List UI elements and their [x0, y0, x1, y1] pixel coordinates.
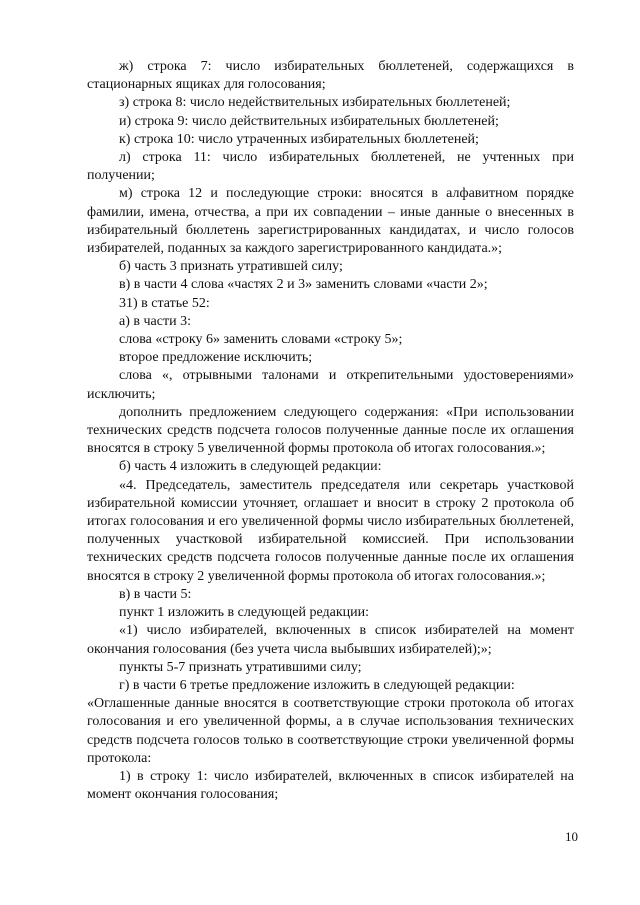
paragraph-part3-repeal: б) часть 3 признать утратившей силу; — [119, 259, 343, 275]
paragraph-part5: в) в части 5: — [119, 586, 192, 602]
page-number: 10 — [565, 829, 578, 844]
paragraph-exclude-words: слова «, отрывными талонами и открепительными удостоверениями» исключить; — [87, 368, 574, 402]
paragraph-item-zh: ж) строка 7: число избирательных бюллетеней, содержащихся в стационарных ящиках для голосования; — [87, 59, 574, 93]
paragraph-item-l: л) строка 11: число избирательных бюллетеней, не учтенных при получении; — [87, 150, 574, 184]
paragraph-part6: г) в части 6 третье предложение изложить в следующей редакции: — [119, 677, 515, 693]
paragraph-quote-part4: «4. Председатель, заместитель председателя или секретарь участковой избирательной комиссии уточняет, оглашает и вносит в строку 2 протокола об итогах голосования и его увеличенной формы число избирательных бюллетеней, полученных участковой избирательной комиссией. При использовании технических средств подсчета голосов полученные данные после их оглашения вносятся в строку 2 увеличенной формы протокола об итогах голосования.»; — [87, 477, 574, 584]
paragraph-article52: 31) в статье 52: — [119, 295, 210, 311]
paragraph-quote-part6: «Оглашенные данные вносятся в соответствующие строки протокола об итогах голосования и его увеличенной формы, а в случае использования технических средств подсчета голосов только в соответствующие строки увеличенной формы протокола: — [87, 696, 574, 766]
paragraph-part3: а) в части 3: — [119, 313, 191, 329]
paragraph-item-k: к) строка 10: число утраченных избирательных бюллетеней; — [119, 131, 479, 147]
document-body — [87, 58, 574, 804]
paragraph-replace-words: слова «строку 6» заменить словами «строку 5»; — [119, 332, 403, 348]
paragraph-item-m: м) строка 12 и последующие строки: вносятся в алфавитном порядке фамилии, имена, отчества, а при их совпадении – иные данные о внесенных в избирательный бюллетень зарегистрированных кандидатах, и число голосов избирателей, поданных за каждого зарегистрированного кандидата.»; — [87, 186, 574, 257]
paragraph-add-sentence: дополнить предложением следующего содержания: «При использовании технических средств подсчета голосов полученные данные после их оглашения вносятся в строку 5 увеличенной формы протокола об итогах голосования.»; — [87, 404, 574, 457]
paragraph-part4-new-edition: б) часть 4 изложить в следующей редакции: — [119, 459, 382, 475]
paragraph-line1: 1) в строку 1: число избирателей, включенных в список избирателей на момент окончания голосования; — [87, 768, 574, 803]
paragraph-exclude-sentence: второе предложение исключить; — [119, 350, 313, 366]
paragraph-points5-7: пункты 5-7 признать утратившими силу; — [119, 659, 362, 675]
paragraph-quote-point1: «1) число избирателей, включенных в список избирателей на момент окончания голосования (без учета числа выбывших избирателей);»; — [87, 623, 574, 657]
paragraph-point1-edition: пункт 1 изложить в следующей редакции: — [119, 605, 369, 621]
paragraph-part4-replace: в) в части 4 слова «частях 2 и 3» заменить словами «части 2»; — [119, 277, 488, 293]
paragraph-item-i: и) строка 9: число действительных избирательных бюллетеней; — [119, 113, 499, 129]
paragraph-item-z: з) строка 8: число недействительных избирательных бюллетеней; — [119, 95, 511, 111]
